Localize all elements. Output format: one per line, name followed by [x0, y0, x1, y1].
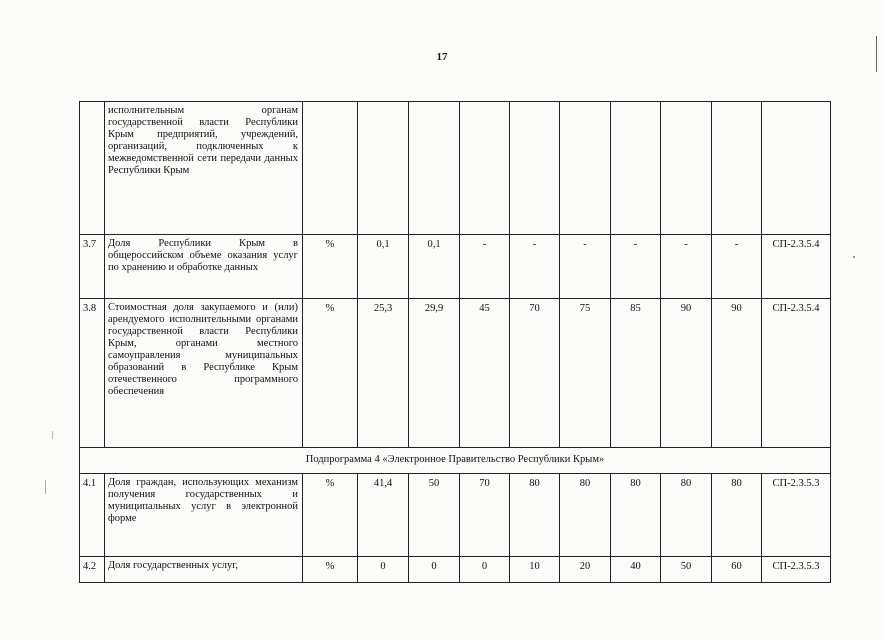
scan-mark — [52, 431, 53, 439]
value-cell: 50 — [661, 557, 712, 583]
value-cell — [460, 102, 510, 235]
indicators-table — [79, 101, 831, 583]
value-cell — [358, 102, 409, 235]
value-cell: 45 — [460, 299, 510, 448]
value-cell: 0,1 — [358, 235, 409, 299]
code-cell — [762, 102, 831, 235]
value-cell: 20 — [560, 557, 611, 583]
value-cell: 90 — [661, 299, 712, 448]
page-number: 17 — [436, 51, 448, 63]
value-cell: - — [712, 235, 762, 299]
indicator-name: Стоимостная доля закупаемого и (или) арендуемого исполнительными органами государственной власти Республики Крым, органами местного самоуправления муниципальных образований в Республике Крым отечественного программного обеспечения — [105, 299, 303, 448]
scan-mark — [853, 256, 855, 258]
value-cell: 0 — [460, 557, 510, 583]
table-row — [80, 557, 831, 583]
value-cell: - — [510, 235, 560, 299]
scan-mark — [45, 480, 46, 494]
row-number — [80, 102, 105, 235]
value-cell: 0 — [409, 557, 460, 583]
value-cell: 25,3 — [358, 299, 409, 448]
indicator-name: Доля граждан, использующих механизм получения государственных и муниципальных услуг в электронной форме — [105, 474, 303, 557]
value-cell: 0 — [358, 557, 409, 583]
value-cell: 80 — [560, 474, 611, 557]
scan-mark — [876, 36, 877, 72]
subprogram-row — [80, 448, 831, 474]
value-cell — [409, 102, 460, 235]
value-cell: - — [560, 235, 611, 299]
row-number: 4.1 — [80, 474, 105, 557]
subprogram-title: Подпрограмма 4 «Электронное Правительство Республики Крым» — [80, 448, 831, 474]
row-number: 3.7 — [80, 235, 105, 299]
value-cell — [510, 102, 560, 235]
indicator-name: Доля государственных услуг, — [105, 557, 303, 583]
value-cell — [712, 102, 762, 235]
value-cell: 70 — [460, 474, 510, 557]
value-cell: 40 — [611, 557, 661, 583]
value-cell: - — [611, 235, 661, 299]
value-cell: 80 — [661, 474, 712, 557]
table-row — [80, 299, 831, 448]
value-cell: 29,9 — [409, 299, 460, 448]
table-row — [80, 235, 831, 299]
unit-cell: % — [303, 474, 358, 557]
value-cell: 60 — [712, 557, 762, 583]
code-cell: СП-2.3.5.3 — [762, 474, 831, 557]
unit-cell: % — [303, 235, 358, 299]
value-cell: 80 — [611, 474, 661, 557]
value-cell: - — [661, 235, 712, 299]
value-cell — [661, 102, 712, 235]
value-cell: 90 — [712, 299, 762, 448]
value-cell — [560, 102, 611, 235]
indicator-name: Доля Республики Крым в общероссийском объеме оказания услуг по хранению и обработке данных — [105, 235, 303, 299]
code-cell: СП-2.3.5.4 — [762, 235, 831, 299]
value-cell: 70 — [510, 299, 560, 448]
value-cell: 80 — [712, 474, 762, 557]
value-cell: 85 — [611, 299, 661, 448]
row-number: 4.2 — [80, 557, 105, 583]
code-cell: СП-2.3.5.3 — [762, 557, 831, 583]
table-row — [80, 102, 831, 235]
indicator-name: исполнительным органам государственной власти Республики Крым предприятий, учреждений, организаций, подключенных к межведомственной сети передачи данных Республики Крым — [105, 102, 303, 235]
row-number: 3.8 — [80, 299, 105, 448]
unit-cell: % — [303, 299, 358, 448]
unit-cell: % — [303, 557, 358, 583]
code-cell: СП-2.3.5.4 — [762, 299, 831, 448]
value-cell: 10 — [510, 557, 560, 583]
value-cell: 80 — [510, 474, 560, 557]
value-cell: 75 — [560, 299, 611, 448]
unit-cell — [303, 102, 358, 235]
value-cell: 50 — [409, 474, 460, 557]
value-cell: 41,4 — [358, 474, 409, 557]
value-cell: 0,1 — [409, 235, 460, 299]
value-cell — [611, 102, 661, 235]
table-row — [80, 474, 831, 557]
value-cell: - — [460, 235, 510, 299]
